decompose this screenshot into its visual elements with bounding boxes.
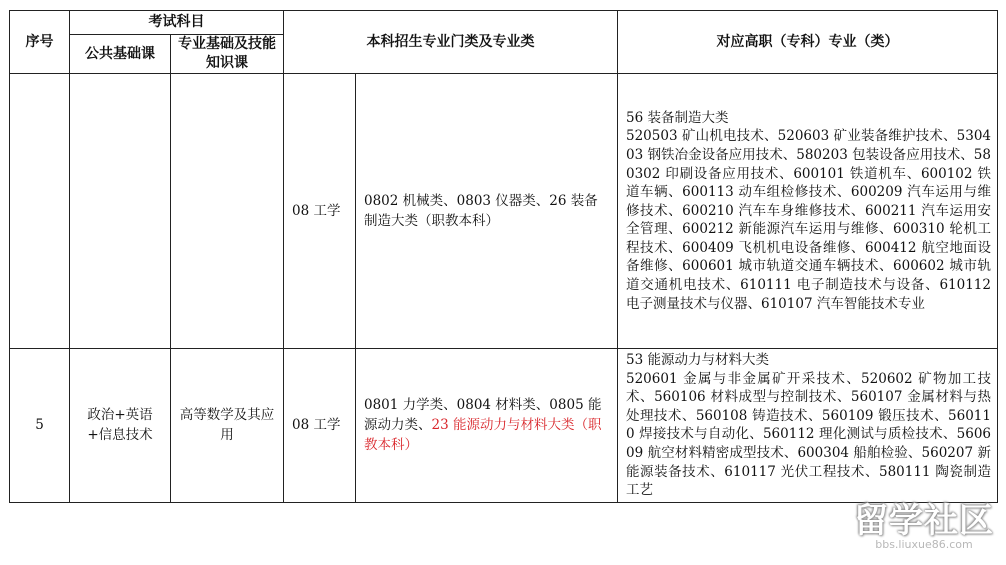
row-public-basic [70, 74, 171, 349]
majors-list: 520503 矿山机电技术、520603 矿业装备维护技术、530403 钢铁冶金设备应用技术、580203 包装设备应用技术、580302 印刷设备应用技术、600101 铁道机车、600102 铁道车辆、600113 动车组检修技术、600209 汽车运用与维修技术、600210 汽车车身维修技术、600211 汽车运用安全管理、600212 新能源汽车运用与维修、600310 轮机工程技术、600409 飞机机电设备维修、600412 航空地面设备维修、600601 城市轨道交通车辆技术、600602 城市轨道交通机电技术、610111 电子制造技术与设备、610112 电子测量技术与仪器、610107 汽车智能技术专业 [626, 128, 991, 312]
row-public-basic: 政治+英语+信息技术 [70, 349, 171, 503]
watermark-brand: 留学社区 [854, 501, 994, 541]
category-red-text: 23 能源动力与材料大类（职教本科） [364, 417, 602, 454]
header-seq: 序号 [10, 11, 70, 74]
category-text: 0802 机械类、0803 仪器类、26 装备制造大类（职教本科） [364, 193, 598, 229]
row-category [356, 74, 618, 349]
table-row [10, 74, 998, 349]
row-discipline: 08 工学 [284, 74, 356, 349]
row-seq [10, 74, 70, 349]
header-vocational-major: 对应高职（专科）专业（类） [618, 11, 998, 74]
row-seq: 5 [10, 349, 70, 503]
header-exam-subjects: 考试科目 [70, 11, 284, 35]
header-public-basic: 公共基础课 [70, 35, 171, 74]
majors-title: 56 装备制造大类 [626, 109, 729, 126]
row-professional-basic [171, 74, 284, 349]
watermark-logo [854, 503, 994, 551]
category-text: 0801 力学类、0804 材料类、0805 能源动力类、 [364, 397, 602, 434]
row-category [356, 349, 618, 503]
row-discipline: 08 工学 [284, 349, 356, 503]
watermark-url: bbs.liuxue86.com [875, 538, 973, 551]
admission-table [9, 10, 998, 503]
row-professional-basic: 高等数学及其应用 [171, 349, 284, 503]
majors-title: 53 能源动力与材料大类 [626, 352, 769, 368]
row-majors [618, 74, 998, 349]
table-row [10, 349, 998, 503]
row-majors [618, 349, 998, 503]
header-professional-basic: 专业基础及技能知识课 [171, 35, 284, 74]
majors-list: 520601 金属与非金属矿开采技术、520602 矿物加工技术、560106 材料成型与控制技术、560107 金属材料与热处理技术、560108 铸造技术、560109 锻压技术、560110 焊接技术与自动化、560112 理化测试与质检技术、560609 航空材料精密成型技术、600304 船舶检验、560207 新能源装备技术、610117 光伏工程技术、580111 陶瓷制造工艺 [626, 370, 991, 499]
header-undergrad-category: 本科招生专业门类及专业类 [284, 11, 618, 74]
